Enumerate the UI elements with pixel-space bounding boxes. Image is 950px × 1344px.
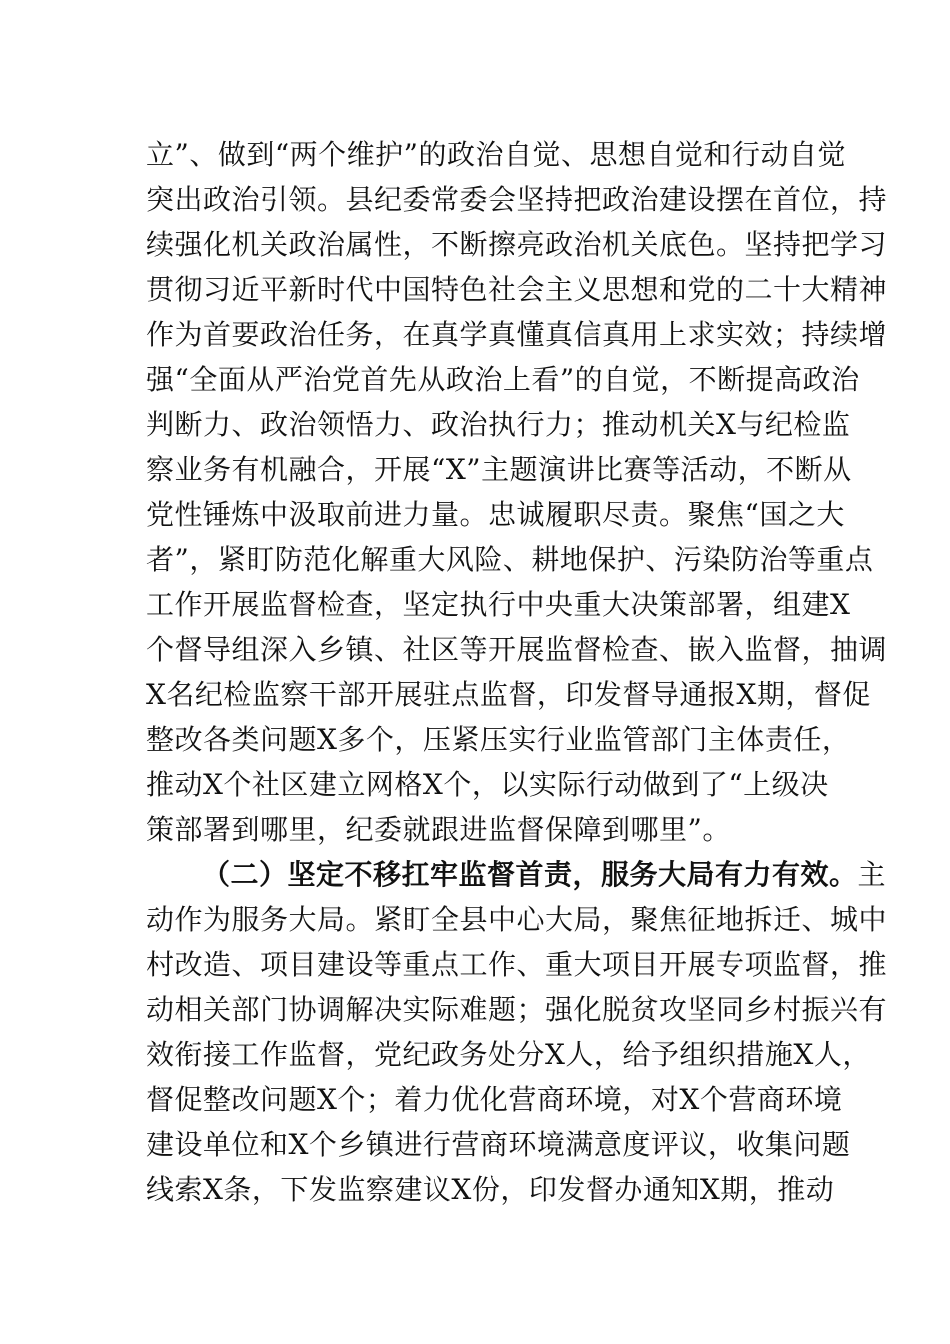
paragraph-line: 动作为服务大局。紧盯全县中心大局，聚焦征地拆迁、城中 [146,903,888,936]
paragraph-line: 贯彻习近平新时代中国特色社会主义思想和党的二十大精神 [146,273,888,306]
paragraph-line: 立”、做到“两个维护”的政治自觉、思想自觉和行动自觉 [146,138,846,171]
section-heading-line [202,852,887,898]
paragraph-line: 整改各类问题X多个，压紧压实行业监管部门主体责任， [146,723,851,756]
paragraph-line: 续强化机关政治属性，不断擦亮政治机关底色。坚持把学习 [146,228,888,261]
paragraph-line: 个督导组深入乡镇、社区等开展监督检查、嵌入监督，抽调 [146,633,888,666]
paragraph-line: 工作开展监督检查，坚定执行中央重大决策部署，组建X [146,588,851,621]
paragraph-line: 建设单位和X个乡镇进行营商环境满意度评议，收集问题 [146,1128,851,1161]
section-heading-continuation: 主 [857,858,887,891]
paragraph-line: 者”，紧盯防范化解重大风险、耕地保护、污染防治等重点 [146,543,874,576]
paragraph-line: 推动X个社区建立网格X个，以实际行动做到了“上级决 [146,768,829,801]
paragraph-line: 察业务有机融合，开展“X”主题演讲比赛等活动，不断从 [146,453,852,486]
paragraph-line: 策部署到哪里，纪委就跟进监督保障到哪里”。 [146,813,731,846]
paragraph-line: 线索X条，下发监察建议X份，印发督办通知X期，推动 [146,1173,835,1206]
paragraph-line: 判断力、政治领悟力、政治执行力；推动机关X与纪检监 [146,408,851,441]
paragraph-line: 党性锤炼中汲取前进力量。忠诚履职尽责。聚焦“国之大 [146,498,845,531]
paragraph-line: 强“全面从严治党首先从政治上看”的自觉，不断提高政治 [146,363,860,396]
paragraph-line: 村改造、项目建设等重点工作、重大项目开展专项监督，推 [146,948,888,981]
paragraph-line: 作为首要政治任务，在真学真懂真信真用上求实效；持续增 [146,318,888,351]
paragraph-line: 督促整改问题X个；着力优化营商环境，对X个营商环境 [146,1083,843,1116]
paragraph-line: 动相关部门协调解决实际难题；强化脱贫攻坚同乡村振兴有 [146,993,888,1026]
section-heading: （二）坚定不移扛牢监督首责，服务大局有力有效。 [202,858,858,891]
paragraph-line: X名纪检监察干部开展驻点监督，印发督导通报X期，督促 [146,678,871,711]
paragraph-line: 效衔接工作监督，党纪政务处分X人，给予组织措施X人， [146,1038,871,1071]
paragraph-line: 突出政治引领。县纪委常委会坚持把政治建设摆在首位，持 [146,183,888,216]
